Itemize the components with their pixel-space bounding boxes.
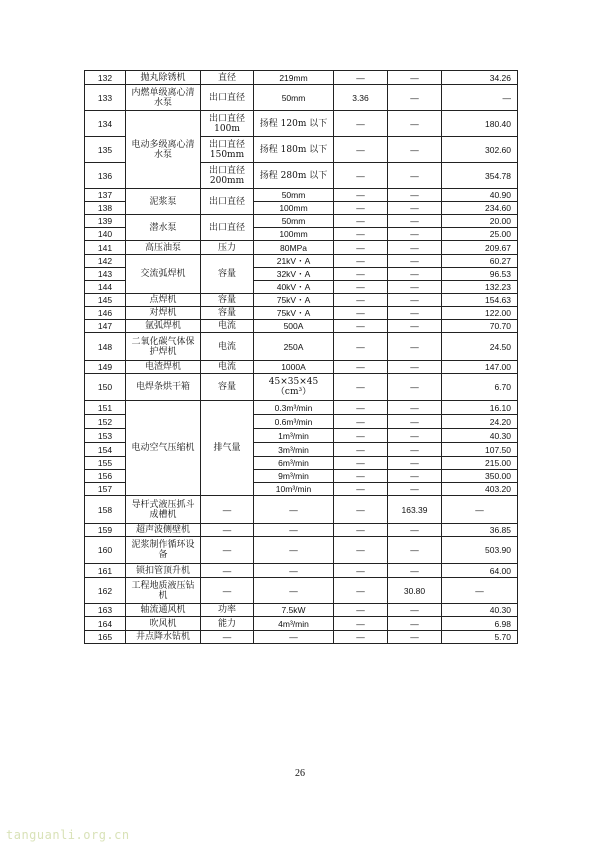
unit-price: 234.60 bbox=[442, 202, 518, 215]
specification-value: 6m³/min bbox=[254, 457, 334, 470]
cost-column-1: — bbox=[334, 457, 388, 470]
table-row bbox=[85, 241, 518, 255]
performance-parameter: 排气量 bbox=[201, 401, 254, 496]
table-row bbox=[85, 496, 518, 524]
unit-price: 16.10 bbox=[442, 401, 518, 415]
cost-column-1: — bbox=[334, 443, 388, 457]
cost-column-2: — bbox=[388, 241, 442, 255]
table-row bbox=[85, 333, 518, 361]
unit-price: 6.70 bbox=[442, 374, 518, 401]
performance-parameter: 容量 bbox=[201, 307, 254, 320]
cost-column-2: — bbox=[388, 374, 442, 401]
cost-column-2: — bbox=[388, 415, 442, 429]
specification-value: 扬程 120m 以下 bbox=[254, 111, 334, 137]
row-number: 165 bbox=[85, 631, 126, 644]
table-row bbox=[85, 320, 518, 333]
performance-parameter: 容量 bbox=[201, 255, 254, 294]
performance-parameter: — bbox=[201, 524, 254, 537]
machine-name: 电动空气压缩机 bbox=[126, 401, 201, 496]
unit-price: 40.90 bbox=[442, 189, 518, 202]
row-number: 152 bbox=[85, 415, 126, 429]
cost-column-1: — bbox=[334, 483, 388, 496]
cost-column-2: — bbox=[388, 429, 442, 443]
performance-parameter: 能力 bbox=[201, 617, 254, 631]
cost-column-1: — bbox=[334, 429, 388, 443]
specification-value: 219mm bbox=[254, 71, 334, 85]
row-number: 132 bbox=[85, 71, 126, 85]
cost-column-1: — bbox=[334, 307, 388, 320]
unit-price: 180.40 bbox=[442, 111, 518, 137]
cost-column-2: — bbox=[388, 137, 442, 163]
cost-column-2: — bbox=[388, 228, 442, 241]
machine-name: 锁扣管顶升机 bbox=[126, 564, 201, 578]
specification-value: 80MPa bbox=[254, 241, 334, 255]
cost-column-1: — bbox=[334, 617, 388, 631]
machine-name: 泥浆制作循环设备 bbox=[126, 537, 201, 564]
row-number: 133 bbox=[85, 85, 126, 111]
row-number: 149 bbox=[85, 361, 126, 374]
machine-name: 潜水泵 bbox=[126, 215, 201, 241]
performance-parameter: 功率 bbox=[201, 604, 254, 617]
specification-value: 75kV・A bbox=[254, 294, 334, 307]
cost-column-1: — bbox=[334, 564, 388, 578]
unit-price: 302.60 bbox=[442, 137, 518, 163]
cost-column-1: — bbox=[334, 524, 388, 537]
unit-price: 350.00 bbox=[442, 470, 518, 483]
row-number: 150 bbox=[85, 374, 126, 401]
specification-value: 50mm bbox=[254, 189, 334, 202]
cost-column-2: — bbox=[388, 320, 442, 333]
cost-column-2: — bbox=[388, 281, 442, 294]
unit-price: 122.00 bbox=[442, 307, 518, 320]
cost-column-1: — bbox=[334, 255, 388, 268]
unit-price: 70.70 bbox=[442, 320, 518, 333]
machine-name: 轴流通风机 bbox=[126, 604, 201, 617]
specification-value: 32kV・A bbox=[254, 268, 334, 281]
performance-parameter: 出口直径200mm bbox=[201, 163, 254, 189]
cost-column-2: — bbox=[388, 333, 442, 361]
cost-column-2: — bbox=[388, 85, 442, 111]
page-number: 26 bbox=[295, 768, 305, 779]
table-row bbox=[85, 361, 518, 374]
row-number: 134 bbox=[85, 111, 126, 137]
performance-parameter: 压力 bbox=[201, 241, 254, 255]
cost-column-1: — bbox=[334, 631, 388, 644]
specification-value: 21kV・A bbox=[254, 255, 334, 268]
cost-column-1: — bbox=[334, 137, 388, 163]
performance-parameter: 出口直径 bbox=[201, 189, 254, 215]
cost-column-2: — bbox=[388, 483, 442, 496]
table-row bbox=[85, 604, 518, 617]
cost-column-1: — bbox=[334, 281, 388, 294]
cost-column-1: — bbox=[334, 604, 388, 617]
cost-column-1: — bbox=[334, 71, 388, 85]
specification-value: 1000A bbox=[254, 361, 334, 374]
specification-value: 500A bbox=[254, 320, 334, 333]
performance-parameter: 电流 bbox=[201, 333, 254, 361]
unit-price: 20.00 bbox=[442, 215, 518, 228]
table-row bbox=[85, 374, 518, 401]
specification-value: 10m³/min bbox=[254, 483, 334, 496]
row-number: 146 bbox=[85, 307, 126, 320]
row-number: 158 bbox=[85, 496, 126, 524]
cost-column-2: — bbox=[388, 443, 442, 457]
table-row bbox=[85, 537, 518, 564]
unit-price: 5.70 bbox=[442, 631, 518, 644]
table-row bbox=[85, 564, 518, 578]
performance-parameter: — bbox=[201, 564, 254, 578]
table-row bbox=[85, 617, 518, 631]
cost-column-1: — bbox=[334, 401, 388, 415]
cost-column-2: 30.80 bbox=[388, 578, 442, 604]
unit-price: 24.50 bbox=[442, 333, 518, 361]
unit-price: 6.98 bbox=[442, 617, 518, 631]
unit-price: 403.20 bbox=[442, 483, 518, 496]
cost-column-2: — bbox=[388, 268, 442, 281]
cost-column-2: — bbox=[388, 524, 442, 537]
machinery-price-table bbox=[84, 70, 518, 644]
row-number: 144 bbox=[85, 281, 126, 294]
cost-column-1: — bbox=[334, 537, 388, 564]
unit-price: 107.50 bbox=[442, 443, 518, 457]
specification-value: 9m³/min bbox=[254, 470, 334, 483]
cost-column-2: — bbox=[388, 307, 442, 320]
unit-price: 96.53 bbox=[442, 268, 518, 281]
cost-column-2: — bbox=[388, 71, 442, 85]
performance-parameter: 电流 bbox=[201, 361, 254, 374]
specification-value: 4m³/min bbox=[254, 617, 334, 631]
cost-column-1: — bbox=[334, 189, 388, 202]
row-number: 143 bbox=[85, 268, 126, 281]
performance-parameter: 电流 bbox=[201, 320, 254, 333]
cost-column-2: — bbox=[388, 470, 442, 483]
unit-price: 24.20 bbox=[442, 415, 518, 429]
specification-value: 0.6m³/min bbox=[254, 415, 334, 429]
specification-value: 7.5kW bbox=[254, 604, 334, 617]
unit-price: 34.26 bbox=[442, 71, 518, 85]
specification-value: — bbox=[254, 524, 334, 537]
cost-column-1: — bbox=[334, 111, 388, 137]
row-number: 153 bbox=[85, 429, 126, 443]
cost-column-1: — bbox=[334, 320, 388, 333]
row-number: 154 bbox=[85, 443, 126, 457]
row-number: 145 bbox=[85, 294, 126, 307]
table-row bbox=[85, 307, 518, 320]
specification-value: — bbox=[254, 631, 334, 644]
cost-column-1: — bbox=[334, 470, 388, 483]
machine-name: 抛丸除锈机 bbox=[126, 71, 201, 85]
unit-price: 60.27 bbox=[442, 255, 518, 268]
performance-parameter: — bbox=[201, 631, 254, 644]
performance-parameter: 出口直径 bbox=[201, 215, 254, 241]
unit-price: 132.23 bbox=[442, 281, 518, 294]
performance-parameter: 出口直径 bbox=[201, 85, 254, 111]
row-number: 140 bbox=[85, 228, 126, 241]
cost-column-1: — bbox=[334, 241, 388, 255]
row-number: 135 bbox=[85, 137, 126, 163]
machine-name: 点焊机 bbox=[126, 294, 201, 307]
machine-name: 吹风机 bbox=[126, 617, 201, 631]
unit-price: 40.30 bbox=[442, 604, 518, 617]
row-number: 141 bbox=[85, 241, 126, 255]
table-row bbox=[85, 631, 518, 644]
unit-price: 25.00 bbox=[442, 228, 518, 241]
machine-name: 内燃单级离心清水泵 bbox=[126, 85, 201, 111]
specification-value: 0.3m³/min bbox=[254, 401, 334, 415]
performance-parameter: 出口直径150mm bbox=[201, 137, 254, 163]
performance-parameter: 直径 bbox=[201, 71, 254, 85]
cost-column-1: — bbox=[334, 215, 388, 228]
unit-price: 209.67 bbox=[442, 241, 518, 255]
machine-name: 对焊机 bbox=[126, 307, 201, 320]
row-number: 147 bbox=[85, 320, 126, 333]
cost-column-1: — bbox=[334, 268, 388, 281]
machine-name: 井点降水钻机 bbox=[126, 631, 201, 644]
specification-value: — bbox=[254, 578, 334, 604]
cost-column-2: — bbox=[388, 189, 442, 202]
cost-column-2: — bbox=[388, 457, 442, 470]
row-number: 160 bbox=[85, 537, 126, 564]
row-number: 137 bbox=[85, 189, 126, 202]
table-row bbox=[85, 111, 518, 137]
unit-price: 215.00 bbox=[442, 457, 518, 470]
cost-column-1: — bbox=[334, 578, 388, 604]
row-number: 162 bbox=[85, 578, 126, 604]
cost-column-1: — bbox=[334, 163, 388, 189]
machine-name: 电渣焊机 bbox=[126, 361, 201, 374]
specification-value: 1m³/min bbox=[254, 429, 334, 443]
cost-column-2: — bbox=[388, 294, 442, 307]
performance-parameter: 容量 bbox=[201, 374, 254, 401]
specification-value: — bbox=[254, 496, 334, 524]
performance-parameter: 出口直径100m bbox=[201, 111, 254, 137]
cost-column-1: — bbox=[334, 202, 388, 215]
cost-column-2: — bbox=[388, 537, 442, 564]
table-row bbox=[85, 255, 518, 268]
cost-column-2: 163.39 bbox=[388, 496, 442, 524]
performance-parameter: 容量 bbox=[201, 294, 254, 307]
cost-column-2: — bbox=[388, 202, 442, 215]
cost-column-2: — bbox=[388, 401, 442, 415]
specification-value: 3m³/min bbox=[254, 443, 334, 457]
table-row bbox=[85, 578, 518, 604]
specification-value: 扬程 280m 以下 bbox=[254, 163, 334, 189]
machine-name: 交流弧焊机 bbox=[126, 255, 201, 294]
row-number: 159 bbox=[85, 524, 126, 537]
row-number: 151 bbox=[85, 401, 126, 415]
specification-value: 50mm bbox=[254, 85, 334, 111]
cost-column-1: — bbox=[334, 294, 388, 307]
cost-column-1: — bbox=[334, 361, 388, 374]
performance-parameter: — bbox=[201, 578, 254, 604]
cost-column-2: — bbox=[388, 617, 442, 631]
machine-name: 电焊条烘干箱 bbox=[126, 374, 201, 401]
unit-price: 147.00 bbox=[442, 361, 518, 374]
unit-price: 64.00 bbox=[442, 564, 518, 578]
cost-column-2: — bbox=[388, 631, 442, 644]
unit-price: 354.78 bbox=[442, 163, 518, 189]
unit-price: 36.85 bbox=[442, 524, 518, 537]
cost-column-2: — bbox=[388, 111, 442, 137]
machine-name: 超声波侧壁机 bbox=[126, 524, 201, 537]
machine-name: 泥浆泵 bbox=[126, 189, 201, 215]
unit-price: 40.30 bbox=[442, 429, 518, 443]
unit-price: — bbox=[442, 85, 518, 111]
row-number: 142 bbox=[85, 255, 126, 268]
cost-column-2: — bbox=[388, 255, 442, 268]
cost-column-1: — bbox=[334, 228, 388, 241]
site-watermark: tanguanli.org.cn bbox=[6, 828, 130, 842]
specification-value: — bbox=[254, 564, 334, 578]
row-number: 156 bbox=[85, 470, 126, 483]
row-number: 155 bbox=[85, 457, 126, 470]
machine-name: 工程地质液压钻机 bbox=[126, 578, 201, 604]
cost-column-2: — bbox=[388, 163, 442, 189]
specification-value: 45×35×45（cm³） bbox=[254, 374, 334, 401]
unit-price: 154.63 bbox=[442, 294, 518, 307]
table-row bbox=[85, 524, 518, 537]
row-number: 148 bbox=[85, 333, 126, 361]
cost-column-1: — bbox=[334, 415, 388, 429]
performance-parameter: — bbox=[201, 537, 254, 564]
table-row bbox=[85, 189, 518, 202]
specification-value: 250A bbox=[254, 333, 334, 361]
cost-column-2: — bbox=[388, 215, 442, 228]
cost-column-2: — bbox=[388, 604, 442, 617]
specification-value: 100mm bbox=[254, 228, 334, 241]
specification-value: 扬程 180m 以下 bbox=[254, 137, 334, 163]
cost-column-1: — bbox=[334, 374, 388, 401]
row-number: 139 bbox=[85, 215, 126, 228]
row-number: 138 bbox=[85, 202, 126, 215]
cost-column-1: — bbox=[334, 496, 388, 524]
row-number: 164 bbox=[85, 617, 126, 631]
machine-name: 高压油泵 bbox=[126, 241, 201, 255]
row-number: 163 bbox=[85, 604, 126, 617]
row-number: 136 bbox=[85, 163, 126, 189]
unit-price: 503.90 bbox=[442, 537, 518, 564]
cost-column-2: — bbox=[388, 564, 442, 578]
machine-name: 氩弧焊机 bbox=[126, 320, 201, 333]
specification-value: 50mm bbox=[254, 215, 334, 228]
machine-name: 电动多级离心清水泵 bbox=[126, 111, 201, 189]
cost-column-1: 3.36 bbox=[334, 85, 388, 111]
cost-column-1: — bbox=[334, 333, 388, 361]
machine-name: 二氧化碳气体保护焊机 bbox=[126, 333, 201, 361]
unit-price: — bbox=[442, 496, 518, 524]
cost-column-2: — bbox=[388, 361, 442, 374]
table-row bbox=[85, 85, 518, 111]
specification-value: 75kV・A bbox=[254, 307, 334, 320]
machine-name: 导杆式液压抓斗成槽机 bbox=[126, 496, 201, 524]
table-row bbox=[85, 215, 518, 228]
row-number: 161 bbox=[85, 564, 126, 578]
performance-parameter: — bbox=[201, 496, 254, 524]
specification-value: 100mm bbox=[254, 202, 334, 215]
specification-value: 40kV・A bbox=[254, 281, 334, 294]
table-row bbox=[85, 294, 518, 307]
unit-price: — bbox=[442, 578, 518, 604]
table-row bbox=[85, 71, 518, 85]
row-number: 157 bbox=[85, 483, 126, 496]
table-row bbox=[85, 401, 518, 415]
specification-value: — bbox=[254, 537, 334, 564]
